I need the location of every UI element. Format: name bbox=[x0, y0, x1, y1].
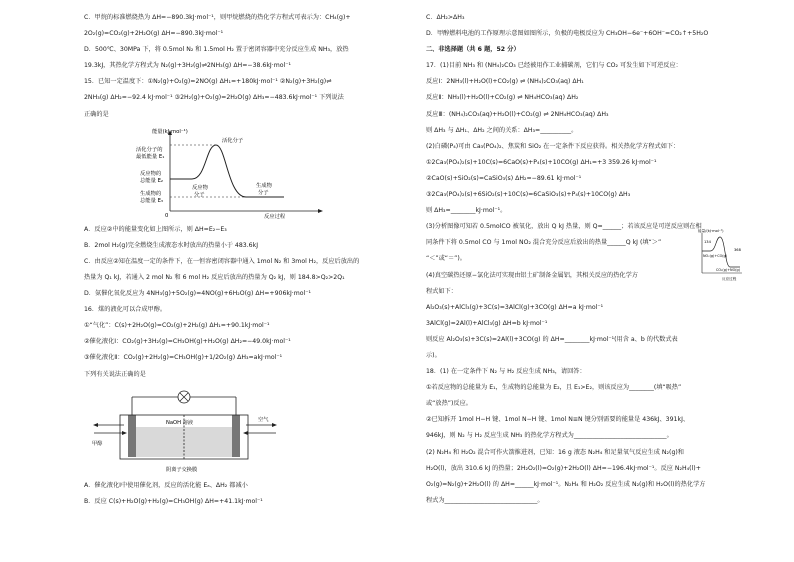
phosphorus-answer: 则 ΔH₃=________kJ·mol⁻¹。 bbox=[426, 207, 507, 215]
q17-part3-cont: 同条件下将 0.5mol CO 与 1mol NO₂ 混合充分反应后放出的热量______Q kJ (填“＞” bbox=[426, 239, 662, 247]
origin-label: 0 bbox=[165, 212, 169, 219]
q17-part3: (3)分析图像可知若 0.5molCO 被氧化，放出 Q kJ 热量，则 Q=______；若该反应是可逆反应则在相 bbox=[426, 223, 702, 231]
option-c-cont: 2O₂(g)=CO₂(g)+2H₂O(g) ΔH=−890.3kJ·mol⁻¹ bbox=[84, 30, 224, 38]
q15-option-d: D．氨催化氧化反应为 4NH₃(g)+5O₂(g)=4NO(g)+6H₂O(g) ΔH=+906kJ·mol⁻¹ bbox=[84, 290, 312, 298]
q18-part2-cont: 946kJ，则 N₂ 与 H₂ 反应生成 NH₃ 的热化学方程式为______________________________。 bbox=[426, 432, 673, 440]
q18-part3: (2) N₂H₄ 和 H₂O₂ 混合可作火箭推进剂，已知：16 g 液态 N₂H₄ 和足量氧气反应生成 N₂(g)和 bbox=[426, 448, 684, 456]
label-e1: 活化分子的 bbox=[136, 146, 163, 153]
q16-option-c: C．ΔH₂>ΔH₃ bbox=[426, 14, 465, 21]
q15-option-c-cont: 热量为 Q₁ kJ，若通入 2 mol N₂ 和 6 mol H₂ 反应后放出的热量为 Q₂ kJ，则 184.8>Q₂>2Q₁ bbox=[84, 273, 345, 281]
y-axis-label: 能量(kJ·mol⁻¹) bbox=[152, 128, 188, 135]
q18-part1-cont: 或“放热”)反应。 bbox=[426, 400, 472, 408]
option-c: C．甲烷的标准燃烧热为 ΔH=−890.3kJ·mol⁻¹，则甲烷燃烧的热化学方程式可表示为：CH₄(g)+ bbox=[84, 14, 351, 21]
reactants-label: NO₂(g)+CO(g) bbox=[703, 254, 728, 259]
reaction-1: 反应Ⅰ：2NH₃(l)+H₂O(l)+CO₂(g) ⇌ (NH₄)₂CO₃(aq) ΔH₁ bbox=[426, 78, 584, 86]
value-368: 368 bbox=[734, 248, 741, 253]
naoh-label: NaOH 溶液 bbox=[166, 419, 194, 426]
q18-part3-cont2: O₂(g)=N₂(g)+2H₂O(l) 的 ΔH=______kJ·mol⁻¹。N₂H₄ 和 H₂O₂ 反应生成 N₂(g)和 H₂O(l)的热化学方 bbox=[426, 480, 706, 488]
label-product2: 分子 bbox=[258, 189, 269, 196]
option-d: D．500℃、30MPa 下，将 0.5mol N₂ 和 1.5mol H₂ 置于密闭容器中充分反应生成 NH₃，放热 bbox=[84, 46, 349, 54]
label-e2b: 总能量 E₂ bbox=[140, 177, 164, 184]
question-15: 15．已知一定温度下：①N₂(g)+O₂(g)=2NO(g) ΔH₁=+180kJ·mol⁻¹ ②N₂(g)+3H₂(g)⇌ bbox=[84, 78, 332, 86]
q15-option-c: C．由反应②知在温度一定的条件下，在一恒容密闭容器中通入 1mol N₂ 和 3mol H₂，反应后放出的 bbox=[84, 257, 360, 265]
question-15-cont: 2NH₃(g) ΔH₂=−92.4 kJ·mol⁻¹ ③2H₂(g)+O₂(g)=2H₂O(g) ΔH₃=−483.6kJ·mol⁻¹ 下列说法 bbox=[84, 94, 344, 102]
aluminum-eq3-cont: 示)。 bbox=[426, 351, 441, 359]
reaction-3: 反应Ⅲ：(NH₄)₂CO₃(aq)+H₂O(l)+CO₂(g) ⇌ 2NH₄HCO₃(aq) ΔH₃ bbox=[426, 110, 609, 118]
option-d-cont: 19.3kJ，其热化学方程式为 N₂(g)+3H₂(g)⇌2NH₃(g) ΔH=−38.6kJ·mol⁻¹ bbox=[84, 62, 292, 70]
left-column bbox=[84, 14, 400, 514]
q17-part4: (4)真空碳热还原−氯化法可实现由铝土矿制备金属铝，其相关反应的热化学方 bbox=[426, 271, 638, 279]
label-reactant2: 分子 bbox=[194, 191, 205, 198]
phosphorus-eq2: ②CaO(s)+SiO₂(s)=CaSiO₃(s) ΔH₂=−89.61 kJ·mol⁻¹ bbox=[426, 174, 582, 182]
aluminum-eq3: 则反应 Al₂O₃(s)+3C(s)=2Al(l)+3CO(g) 的 ΔH=________kJ·mol⁻¹(用含 a、b 的代数式表 bbox=[426, 335, 678, 343]
energy-diagram-15 bbox=[84, 127, 400, 219]
q18-part2: ②已知拆开 1mol H−H 键、1mol N−H 键、1mol N≡N 键分别需要的能量是 436kJ、391kJ、 bbox=[426, 416, 690, 424]
phosphorus-eq3: ③2Ca₃(PO₄)₂(s)+6SiO₂(s)+10C(s)=6CaSiO₃(s)+P₄(s)+10CO(g) ΔH₃ bbox=[426, 191, 631, 199]
y-axis-label-17: 能量/(kJ·mol⁻¹) bbox=[698, 229, 724, 234]
section-heading: 二、非选择题（共 6 题，52 分） bbox=[426, 46, 520, 54]
q15-option-a: A．反应②中的能量变化如上图所示，则 ΔH=E₂−E₃ bbox=[84, 225, 227, 233]
q16-eq2: ②催化液化Ⅰ：CO₂(g)+3H₂(g)=CH₃OH(g)+H₂O(g) ΔH₂=−49.0kJ·mol⁻¹ bbox=[84, 338, 291, 346]
label-product: 生成物 bbox=[256, 182, 272, 189]
question-15-prompt: 正确的是 bbox=[84, 110, 109, 118]
q16-option-d: D．甲醇燃料电池的工作原理示意图如图所示，负极的电极反应为 CH₃OH−6e⁻+6OH⁻=CO₂↑+5H₂O bbox=[426, 30, 709, 38]
q16-prompt: 下列有关说法正确的是 bbox=[84, 370, 146, 378]
air-label: 空气 bbox=[258, 416, 269, 423]
aluminum-eq2: 3AlCl(g)=2Al(l)+AlCl₃(g) ΔH=b kJ·mol⁻¹ bbox=[426, 319, 548, 327]
x-axis-label-17: 反应过程 bbox=[722, 277, 737, 282]
label-e2: 反应物的 bbox=[140, 170, 162, 177]
q16-eq1: ①“气化”：C(s)+2H₂O(g)=CO₂(g)+2H₂(g) ΔH₁=+90.1kJ·mol⁻¹ bbox=[84, 322, 270, 330]
label-e3b: 总能量 E₃ bbox=[140, 197, 164, 204]
question-17: 17．(1)目前 NH₃ 和 (NH₄)₂CO₃ 已经被用作工业捕碳剂，它们与 CO₂ 可发生如下可逆反应： bbox=[426, 62, 682, 70]
products-label: CO₂(g)+NO(g) bbox=[716, 268, 741, 273]
q16-eq3: ③催化液化Ⅱ：CO₂(g)+2H₂(g)=CH₃OH(g)+1/2O₂(g) ΔH₃=akJ·mol⁻¹ bbox=[84, 354, 283, 362]
value-134: 134 bbox=[704, 240, 711, 245]
x-axis-label: 反应过程 bbox=[264, 213, 286, 220]
q17-part3-cont2: “＜”或“＝”)。 bbox=[426, 255, 466, 263]
reaction-2: 反应Ⅱ：NH₃(l)+H₂O(l)+CO₂(g) ⇌ NH₄HCO₃(aq) ΔH₂ bbox=[426, 94, 579, 102]
phosphorus-eq1: ①2Ca₃(PO₄)₂(s)+10C(s)=6CaO(s)+P₄(s)+10CO(g) ΔH₁=+3 359.26 kJ·mol⁻¹ bbox=[426, 158, 657, 166]
q16-option-b: B．反应 C(s)+H₂O(g)+H₂(g)=CH₃OH(g) ΔH=+41.1kJ·mol⁻¹ bbox=[84, 497, 263, 505]
reaction-relation: 则 ΔH₃ 与 ΔH₁、ΔH₂ 之间的关系：ΔH₃=__________。 bbox=[426, 126, 578, 134]
membrane-label: 阴离子交换膜 bbox=[166, 466, 198, 473]
label-e1b: 最低能量 E₁ bbox=[136, 153, 165, 160]
right-column bbox=[426, 14, 744, 513]
label-reactant: 反应物 bbox=[192, 184, 208, 191]
q16-option-a: A．催化液化Ⅰ中使用催化剂，反应的活化能 Eₐ、ΔH₂ 都减小 bbox=[84, 481, 248, 489]
q17-part4-cont: 程式如下： bbox=[426, 287, 457, 295]
q17-part2: (2)白磷(P₄)可由 Ca₃(PO₄)₂、焦炭和 SiO₂ 在一定条件下反应获得。相关热化学方程式如下： bbox=[426, 142, 680, 150]
q18-part3-cont: H₂O(l)，放出 310.6 kJ 的热量；2H₂O₂(l)=O₂(g)+2H₂O(l) ΔH=−196.4kJ·mol⁻¹。反应 N₂H₄(l)+ bbox=[426, 464, 701, 472]
question-18: 18．(1) 在一定条件下 N₂ 与 H₂ 反应生成 NH₃，请回答： bbox=[426, 368, 586, 376]
aluminum-eq1: Al₂O₃(s)+AlCl₃(g)+3C(s)=3AlCl(g)+3CO(g) ΔH=a kJ·mol⁻¹ bbox=[426, 303, 604, 311]
energy-diagram-17 bbox=[698, 229, 744, 283]
q18-part1: ①若反应物的总能量为 E₁，生成物的总能量为 E₂，且 E₁>E₂，则该反应为________(填“吸热” bbox=[426, 384, 682, 392]
question-16: 16．煤的液化可以合成甲醇。 bbox=[84, 306, 167, 314]
label-e3: 生成物的 bbox=[140, 190, 162, 197]
q15-option-b: B．2mol H₂(g)完全燃烧生成液态水时放出的热量小于 483.6kJ bbox=[84, 241, 259, 249]
q18-part3-cont3: 程式为______________________________。 bbox=[426, 496, 544, 504]
fuel-cell-diagram bbox=[84, 387, 400, 475]
methanol-label: 甲醇 bbox=[92, 440, 103, 447]
label-activated: 活化分子 bbox=[222, 137, 244, 144]
